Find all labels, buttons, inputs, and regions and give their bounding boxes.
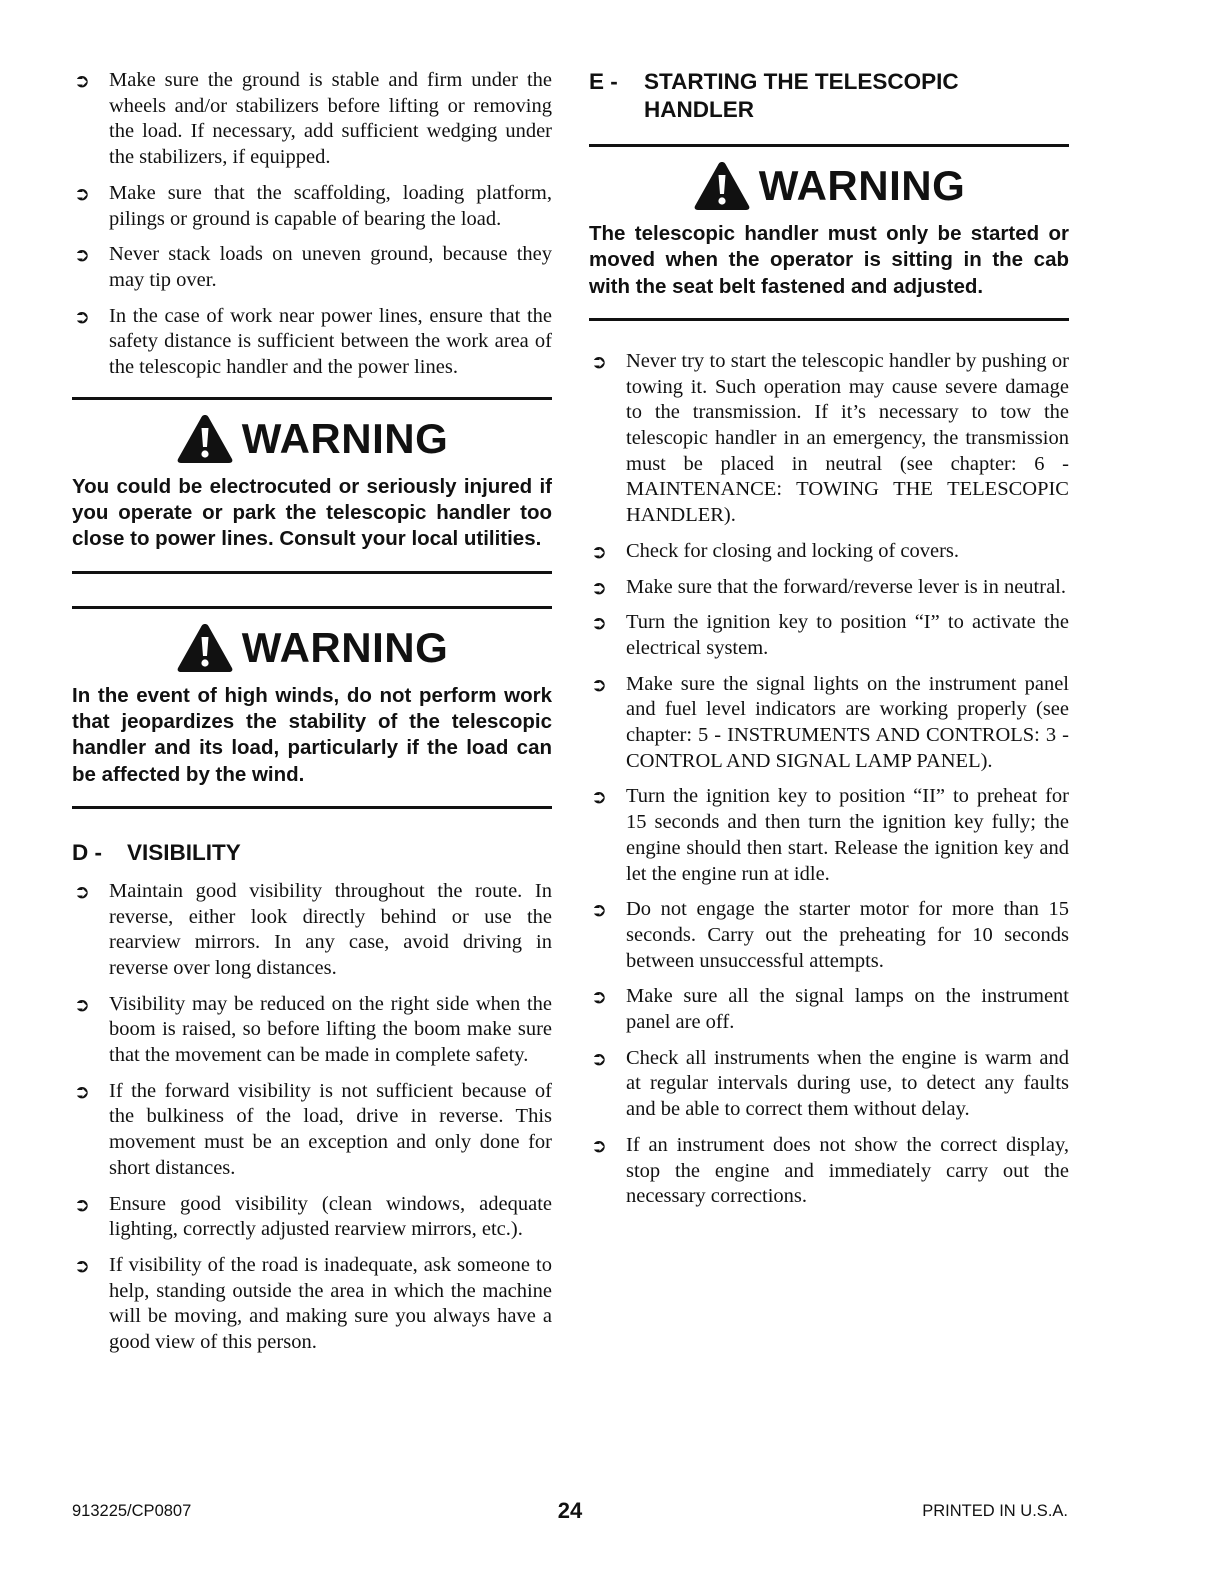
list-item: ➲ Turn the ignition key to position “I” to activate the electrical system. [591, 611, 1069, 659]
warning-title: WARNING [241, 414, 449, 462]
arrow-bullet-icon: ➲ [74, 880, 90, 903]
arrow-bullet-icon: ➲ [74, 993, 90, 1016]
arrow-bullet-icon: ➲ [74, 182, 90, 205]
list-item: ➲ Make sure that the scaffolding, loading platform, pilings or ground is capable of bearing the load. [74, 181, 552, 230]
warning-triangle-icon [176, 622, 234, 674]
list-item: ➲ Ensure good visibility (clean windows, adequate lighting, correctly adjusted rearview mirrors, etc.). [74, 1192, 552, 1241]
list-item: ➲ Check for closing and locking of covers. [589, 539, 1069, 565]
list-item: ➲ Check all instruments when the engine is warm and at regular intervals during use, to detect any faults and be able to correct them without delay. [591, 1046, 1069, 1121]
arrow-bullet-icon: ➲ [591, 1134, 607, 1157]
warning-triangle-icon [693, 160, 751, 212]
warning-box-power-lines [72, 397, 552, 574]
list-item: ➲ If an instrument does not show the correct display, stop the engine and immediately carry out the necessary corrections. [591, 1133, 1069, 1208]
arrow-bullet-icon: ➲ [74, 1080, 90, 1103]
warning-triangle-icon [176, 413, 234, 465]
arrow-bullet-icon: ➲ [591, 673, 607, 696]
arrow-bullet-icon: ➲ [74, 70, 90, 92]
list-item: ➲ Do not engage the starter motor for more than 15 seconds. Carry out the preheating for 10 seconds between unsuccessful attempts. [591, 898, 1069, 972]
warning-text: In the event of high winds, do not perform work that jeopardizes the stability of the telescopic handler and its load, particularly if the load can be affected by the wind. [72, 683, 552, 786]
left-column [72, 68, 552, 1366]
section-letter: E - [589, 69, 618, 94]
arrow-bullet-icon: ➲ [591, 612, 607, 635]
warning-title: WARNING [758, 162, 966, 209]
printed-notice: PRINTED IN U.S.A. [922, 1502, 1068, 1520]
arrow-bullet-icon: ➲ [591, 350, 607, 373]
section-heading-visibility [72, 839, 552, 867]
warning-title: WARNING [241, 623, 449, 671]
warning-header [72, 410, 552, 468]
list-item: ➲ If visibility of the road is inadequate, ask someone to help, standing outside the area in which the machine will be moving, and making sure you always have a good view of this person. [74, 1253, 552, 1354]
list-item: ➲ Visibility may be reduced on the right side when the boom is raised, so before lifting the boom make sure that the movement can be made in complete safety. [74, 992, 552, 1067]
warning-header [589, 157, 1069, 215]
warning-text: The telescopic handler must only be started or moved when the operator is sitting in the cab with the seat belt fastened and adjusted. [589, 222, 1069, 298]
arrow-bullet-icon: ➲ [591, 899, 607, 922]
list-item: ➲ If the forward visibility is not sufficient because of the bulkiness of the load, drive in reverse. This movement must be an exception and only done for short distances. [74, 1079, 552, 1179]
arrow-bullet-icon: ➲ [591, 540, 607, 563]
list-item: ➲ Make sure that the forward/reverse lever is in neutral. [589, 575, 1069, 601]
list-item: ➲ Never try to start the telescopic handler by pushing or towing it. Such operation may cause severe damage to the transmission. If it’s necessary to tow the telescopic handler in an emergency, the transmission must be placed in neutral (see chapter: 6 - MAINTENANCE: TOWING THE TELESCOPIC HANDLER). [591, 349, 1069, 527]
warning-header [72, 619, 552, 677]
arrow-bullet-icon: ➲ [591, 576, 607, 599]
section-title: VISIBILITY [127, 839, 241, 865]
bullet-list-visibility [72, 879, 552, 1356]
list-item: ➲ Never stack loads on uneven ground, because they may tip over. [74, 243, 552, 291]
page-footer [72, 1498, 1068, 1526]
list-item: ➲ Make sure the ground is stable and firm under the wheels and/or stabilizers before lifting or removing the load. If necessary, add sufficient wedging under the stabilizers, if equipped. [74, 69, 552, 169]
list-item: ➲ Turn the ignition key to position “II” to preheat for 15 seconds and then turn the ignition key fully; the engine should then start. Release the ignition key and let the engine run at idle. [591, 785, 1069, 885]
list-item: ➲ Make sure all the signal lamps on the instrument panel are off. [591, 985, 1069, 1034]
list-item: ➲ In the case of work near power lines, ensure that the safety distance is sufficient between the work area of the telescopic handler and the power lines. [74, 304, 552, 379]
section-letter: D - [72, 839, 102, 865]
list-item: ➲ Maintain good visibility throughout the route. In reverse, either look directly behind or use the rearview mirrors. In any case, avoid driving in reverse over long distances. [74, 879, 552, 979]
arrow-bullet-icon: ➲ [591, 986, 607, 1009]
bullet-list-starting [589, 349, 1069, 1210]
arrow-bullet-icon: ➲ [74, 1193, 90, 1216]
warning-box-seat-belt [589, 144, 1069, 321]
page-number: 24 [557, 1498, 583, 1523]
section-heading-starting [589, 68, 1069, 124]
warning-text: You could be electrocuted or seriously injured if you operate or park the telescopic handler too close to power lines. Consult your local utilities. [72, 474, 552, 551]
list-item: ➲ Make sure the signal lights on the instrument panel and fuel level indicators are working properly (see chapter: 5 - INSTRUMENTS AND CONTROLS: 3 - CONTROL AND SIGNAL LAMP PANEL). [591, 672, 1069, 772]
arrow-bullet-icon: ➲ [591, 1047, 607, 1070]
document-number: 913225/CP0807 [72, 1502, 192, 1520]
warning-box-high-winds [72, 606, 552, 809]
arrow-bullet-icon: ➲ [74, 305, 90, 328]
right-column [589, 68, 1069, 1220]
section-title: STARTING THE TELESCOPIC HANDLER [644, 69, 959, 122]
bullet-list-ground [72, 68, 552, 381]
arrow-bullet-icon: ➲ [74, 244, 90, 267]
arrow-bullet-icon: ➲ [591, 786, 607, 809]
arrow-bullet-icon: ➲ [74, 1254, 90, 1277]
